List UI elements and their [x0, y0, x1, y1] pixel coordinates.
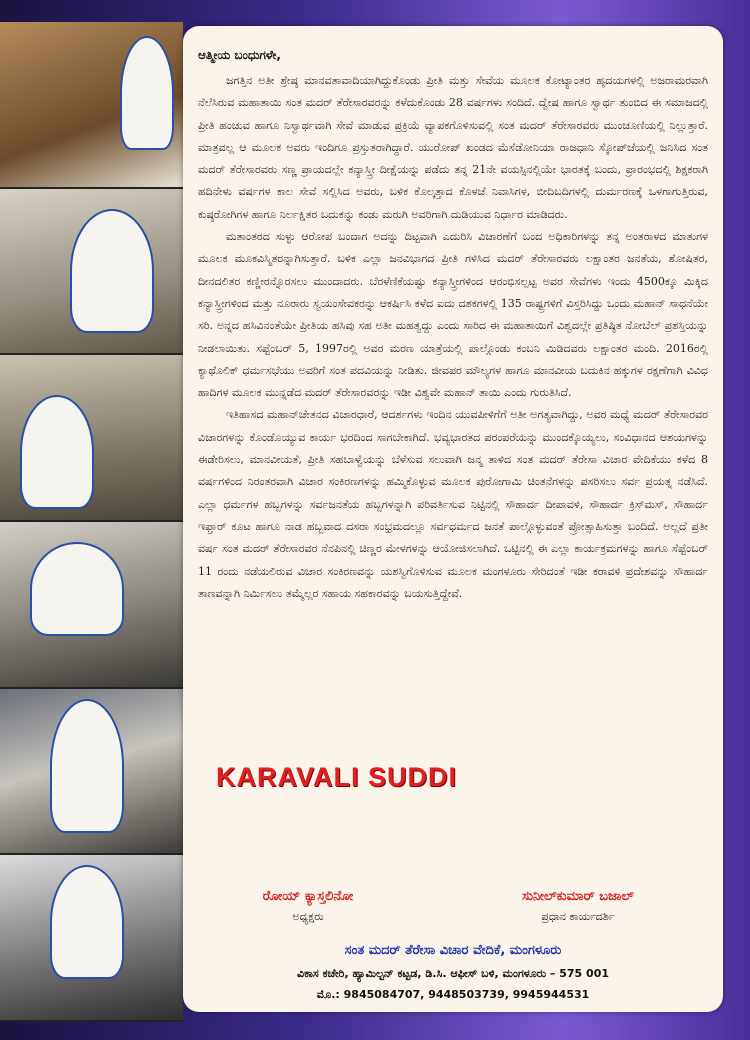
photo-mother-teresa-caring-patient: [0, 522, 183, 689]
paragraph: ಜಗತ್ತಿನ ಅತೀ ಶ್ರೇಷ್ಠ ಮಾನವತಾವಾದಿಯಾಗಿದ್ದುಕೊಂಡು ಪ್ರೀತಿ ಮತ್ತು ಸೇವೆಯ ಮೂಲಕ ಕೋಟ್ಯಾಂತರ ಹೃದಯಗಳಲ್ಲಿ ಅಜರಾಮರವಾಗಿ ನೆಲೆಸಿರುವ ಮಹಾತಾಯಿ ಸಂತ ಮದರ್ ತೆರೇಸಾರವರನ್ನು ಕಳೆದುಕೊಂಡು 28 ವರ್ಷಗಳು ಸಂದಿದೆ. ದ್ವೇಷ ಹಾಗೂ ಸ್ವಾರ್ಥ ತುಂಬಿದ ಈ ಸಮಾಜದಲ್ಲಿ ಪ್ರೀತಿ ಹಂಚುವ ಹಾಗೂ ನಿಸ್ವಾರ್ಥವಾಗಿ ಸೇವೆ ಮಾಡುವ ಪ್ರಕ್ರಿಯೆ ವ್ಯಾಪಕಗೊಳಿಸುವಲ್ಲಿ ಸಂತ ಮದರ್ ತೆರೇಸಾರವರು ಮುಂಚೂಣಿಯಲ್ಲಿ ನಿಲ್ಲುತ್ತಾರೆ. ಮಾತ್ರವಲ್ಲ ಆ ಮೂಲಕ ಅವರು ಇಂದಿಗೂ ಪ್ರಸ್ತುತರಾಗಿದ್ದಾರೆ. ಯುರೋಪ್ ಖಂಡದ ಮೆಸೆಡೋನಿಯಾ ರಾಜಧಾನಿ ಸ್ಕೋಪ್‌ಜೆಯಲ್ಲಿ ಜನಿಸಿದ ಸಂತ ಮದರ್ ತೆರೇಸಾರವರು ಸಣ್ಣ ಪ್ರಾಯದಲ್ಲೇ ಕನ್ಯಾಸ್ತ್ರೀ ದೀಕ್ಷೆಯನ್ನು ಪಡೆದು ತನ್ನ 21ನೇ ವಯಸ್ಸಿನಲ್ಲಿಯೇ ಭಾರತಕ್ಕೆ ಬಂದು, ಪ್ರಾರಂಭದಲ್ಲಿ ಶಿಕ್ಷಕರಾಗಿ ಹದಿನೇಳು ವರ್ಷಗಳ ಕಾಲ ಸೇವೆ ಸಲ್ಲಿಸಿದ ಅವರು, ಬಳಿಕ ಕೊಲ್ಕತ್ತಾದ ಕೊಳಚೆ ನಿವಾಸಿಗಳ, ಬೀದಿಬದಿಗಳಲ್ಲಿ ದುರ್ಮರಣಕ್ಕೆ ಒಳಗಾಗುತ್ತಿರುವ, ಕುಷ್ಠರೋಗಿಗಳ ಹಾಗೂ ನಿರ್ಲಕ್ಷಿತರ ಬದುಕನ್ನು ಕಂಡು ಮರುಗಿ ಅವರಿಗಾಗಿ ದುಡಿಯುವ ನಿರ್ಧಾರ ಮಾಡಿದರು.: [198, 74, 708, 221]
phone-numbers: ಮೊ.: 9845084707, 9448503739, 9945944531: [316, 988, 590, 1001]
paragraph: ಮತಾಂತರದ ಸುಳ್ಳು ಆರೋಪ ಬಂದಾಗ ಅದನ್ನು ದಿಟ್ಟವಾಗಿ ಎದುರಿಸಿ ವಿಚಾರಣೆಗೆ ಬಂದ ಅಧಿಕಾರಿಗಳನ್ನು ತನ್ನ ಅಂತರಾಳದ ಮಾತುಗಳ ಮೂಲಕ ಮೂಕವಿಸ್ಮಿತರನ್ನಾಗಿಸುತ್ತಾರೆ. ಬಳಿಕ ಎಲ್ಲಾ ಜನವಿಭಾಗದ ಪ್ರೀತಿ ಗಳಿಸಿದ ಮದರ್ ತೆರೇಸಾರವರು ಲಕ್ಷಾಂತರ ಜನತೆಯ, ಶೋಷಿತರ, ದೀನದಲಿತರ ಕಣ್ಣೀರನ್ನೊರಸಲು ಮುಂದಾದರು. ಬೆರಳೆಣಿಕೆಯಷ್ಟು ಕನ್ಯಾಸ್ತ್ರೀಗಳಿಂದ ಆರಂಭಿಸಲ್ಪಟ್ಟ ಅವರ ಸೇವೆಗಳು ಇಂದು 4500ಕ್ಕೂ ಮಿಕ್ಕಿದ ಕನ್ಯಾಸ್ತ್ರೀಗಳಿಂದ ಮತ್ತು ನೂರಾರು ಸ್ವಯಂಸೇವಕರನ್ನು ಆಕರ್ಷಿಸಿ ಕಳೆದ ಐದು ದಶಕಗಳಲ್ಲಿ 135 ರಾಷ್ಟ್ರಗಳಿಗೆ ವಿಸ್ತರಿಸಿದ್ದು ಒಂದು ಮಹಾನ್ ಸಾಧನೆಯೇ ಸರಿ. ಅನ್ನದ ಹಸಿವಿನಂತೆಯೇ ಪ್ರೀತಿಯ ಹಸಿವು ಸಹ ಅತೀ ಮಹತ್ವದ್ದು ಎಂದು ಸಾರಿದ ಈ ಮಹಾತಾಯಿಗೆ ವಿಶ್ವದಲ್ಲೇ ಪ್ರತಿಷ್ಠಿತ ನೋಬೆಲ್ ಪ್ರಶಸ್ತಿಯನ್ನು ನೀಡಲಾಯಿತು. ಸಪ್ಟೆಂಬರ್ 5, 1997ರಲ್ಲಿ ಅವರ ಮರಣ ಯಾತ್ರೆಯಲ್ಲಿ ಪಾಲ್ಗೊಂಡು ಕಂಬನಿ ಮಿಡಿದವರು ಲಕ್ಷಾಂತರ ಮಂದಿ. 2016ರಲ್ಲಿ ಕ್ಯಾಥೊಲಿಕ್ ಧರ್ಮಸಭೆಯು ಅವರಿಗೆ ಸಂತ ಪದವಿಯನ್ನು ನೀಡಿತು. ಜೀವಪರ ಮೌಲ್ಯಗಳ ಹಾಗೂ ಮಾನವೀಯ ಬದುಕಿನ ಹಕ್ಕುಗಳ ರಕ್ಷಣೆಗಾಗಿ ವಿವಿಧ ಹಾದಿಗಳ ಮೂಲಕ ಮುನ್ನಡೆದ ಮದರ್ ತೆರೇಸಾರವರನ್ನು ಇಡೀ ವಿಶ್ವವೇ ಮಹಾನ್ ತಾಯಿ ಎಂದು ಗುರುತಿಸಿದೆ.: [198, 230, 708, 400]
signatory-role: ಅಧ್ಯಕ್ಷರು: [292, 910, 324, 923]
photo-mother-teresa-bending: [0, 355, 183, 522]
letter-body: [198, 70, 708, 605]
signatory-president: [233, 889, 383, 924]
address: ವಿಕಾಸ ಕಚೇರಿ, ಹ್ಯಾಮಿಲ್ಟನ್ ಕಟ್ಟಡ, ಡಿ.ಸಿ. ಆಫೀಸ್ ಬಳಿ, ಮಂಗಳೂರು – 575 001: [296, 967, 610, 980]
signatory-name: ಸುನೀಲ್‌ಕುಮಾರ್ ಬಜಾಲ್: [522, 889, 634, 904]
photo-mother-teresa-with-child: [0, 689, 183, 856]
watermark: KARAVALI SUDDI: [216, 762, 457, 792]
paragraph: ಇತಿಹಾಸದ ಮಹಾನ್‌ಚೇತನದ ವಿಚಾರಧಾರೆ, ಆದರ್ಶಗಳು ಇಂದಿನ ಯುವಪೀಳಿಗೆಗೆ ಅತೀ ಅಗತ್ಯವಾಗಿದ್ದು, ಅವರ ಮಧ್ಯೆ ಮದರ್ ತೆರೇಸಾರವರ ವಿಚಾರಗಳನ್ನು ಕೊಂಡೊಯ್ಯುವ ಕಾರ್ಯ ಭರದಿಂದ ಸಾಗಬೇಕಾಗಿದೆ. ಭವ್ಯಭಾರತದ ಪರಂಪರೆಯನ್ನು ಮುಂದಕ್ಕೊಯ್ಯಲು, ಸಂವಿಧಾನದ ಆಶಯಗಳನ್ನು ಈಡೇರಿಸಲು, ಮಾನವೀಯತೆ, ಪ್ರೀತಿ ಸಹಬಾಳ್ವೆಯನ್ನು ಬೆಳೆಸುವ ಸಲುವಾಗಿ ಜನ್ಮ ತಾಳಿದ ಸಂತ ಮದರ್ ತೆರೇಸಾ ವಿಚಾರ ವೇದಿಕೆಯು ಕಳೆದ 8 ವರ್ಷಗಳಿಂದ ನಿರಂತರವಾಗಿ ವಿಚಾರ ಸಂಕಿರಣಗಳನ್ನು ಹಮ್ಮಿಕೊಳ್ಳುವ ಮೂಲಕ ಪುರೋಗಾಮಿ ಚಿಂತನೆಗಳನ್ನು ಪಸರಿಸಲು ಸರ್ವ ಪ್ರಯತ್ನ ನಡೆಸಿದೆ. ಎಲ್ಲಾ ಧರ್ಮಗಳ ಹಬ್ಬಗಳನ್ನು ಸರ್ವಜನತೆಯ ಹಬ್ಬಗಳನ್ನಾಗಿ ಪರಿವರ್ತಿಸುವ ನಿಟ್ಟಿನಲ್ಲಿ ಸೌಹಾರ್ದ ದೀಪಾವಳಿ, ಸೌಹಾರ್ದ ಕ್ರಿಸ್‌ಮಸ್, ಸೌಹಾರ್ದ ಇಫ್ತಾರ್ ಕೂಟ ಹಾಗೂ ನಾಡ ಹಬ್ಬವಾದ ದಸರಾ ಸಂಭ್ರಮದಲ್ಲೂ ಸರ್ವಧರ್ಮದ ಜನತೆ ಪಾಲ್ಗೊಳ್ಳುವಂತೆ ಪ್ರೋತ್ಸಾಹಿಸುತ್ತಾ ಬಂದಿದೆ. ಅಲ್ಲದೆ ಪ್ರತೀ ವರ್ಷ ಸಂತ ಮದರ್ ತೆರೇಸಾರವರ ನೆನಪಿನಲ್ಲಿ ಚಿಣ್ಣರ ಮೇಳಗಳನ್ನು ಆಯೋಜಿಸಲಾಗಿದೆ. ಒಟ್ಟಿನಲ್ಲಿ ಈ ಎಲ್ಲಾ ಕಾರ್ಯಕ್ರಮಗಳನ್ನು ಹಾಗೂ ಸೆಪ್ಟೆಂಬರ್ 11 ರಂದು ನಡೆಯಲಿರುವ ವಿಚಾರ ಸಂಕಿರಣವನ್ನು ಯಶಸ್ವಿಗೊಳಿಸುವ ಮೂಲಕ ಮಂಗಳೂರು ಸೇರಿದಂತೆ ಇಡೀ ಕರಾವಳಿ ಪ್ರದೇಶವನ್ನು ಸೌಹಾರ್ದ ತಾಣವನ್ನಾಗಿ ನಿರ್ಮಿಸಲು ತಮ್ಮೆಲ್ಲರ ಸಹಾಯ ಸಹಕಾರವನ್ನು ಬಯಸುತ್ತಿದ್ದೇವೆ.: [198, 408, 708, 600]
signatory-secretary: [483, 889, 673, 924]
organization-name: ಸಂತ ಮದರ್ ತೆರೇಸಾ ವಿಚಾರ ವೇದಿಕೆ, ಮಂಗಳೂರು: [344, 943, 562, 958]
signatory-name: ರೋಯ್ ಕ್ಯಾಸ್ತಲಿನೋ: [262, 889, 354, 904]
photo-strip: [0, 22, 183, 1022]
signatory-role: ಪ್ರಧಾನ ಕಾರ್ಯದರ್ಶಿ: [541, 910, 615, 923]
photo-mother-teresa-praying: [0, 855, 183, 1022]
photo-mother-teresa-holding-child: [0, 189, 183, 356]
salutation: ಆತ್ಮೀಯ ಬಂಧುಗಳೇ,: [198, 48, 281, 62]
photo-mother-teresa-with-women: [0, 22, 183, 189]
letter-paper: [183, 26, 723, 1012]
